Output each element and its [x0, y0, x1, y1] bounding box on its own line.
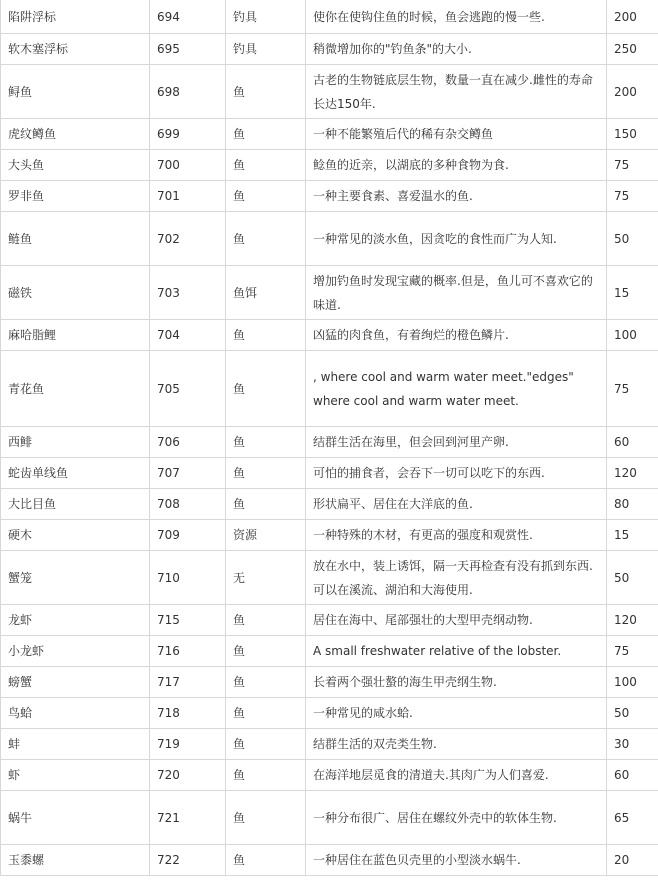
item-price: 75	[607, 181, 658, 212]
item-type: 无	[226, 551, 306, 605]
item-type: 鱼	[226, 605, 306, 636]
item-type: 鱼	[226, 212, 306, 266]
item-price: 50	[607, 551, 658, 605]
item-description: 古老的生物链底层生物，数量一直在减少.雌性的寿命长达150年.	[306, 65, 607, 119]
item-name: 蟹笼	[1, 551, 150, 605]
item-name: 硬木	[1, 520, 150, 551]
item-type: 鱼	[226, 320, 306, 351]
item-name: 玉黍螺	[1, 845, 150, 876]
item-price: 200	[607, 65, 658, 119]
item-price: 75	[607, 636, 658, 667]
table-row	[1, 181, 658, 212]
item-price: 75	[607, 150, 658, 181]
item-description: 结群生活在海里，但会回到河里产卵.	[306, 427, 607, 458]
item-description: 放在水中，装上诱饵，隔一天再检查有没有抓到东西.可以在溪流、湖泊和大海使用.	[306, 551, 607, 605]
item-type: 鱼	[226, 489, 306, 520]
item-description: 一种分布很广、居住在螺纹外壳中的软体生物.	[306, 791, 607, 845]
item-name: 罗非鱼	[1, 181, 150, 212]
table-row	[1, 729, 658, 760]
item-type: 鱼	[226, 351, 306, 427]
item-type: 鱼	[226, 65, 306, 119]
item-type: 鱼	[226, 636, 306, 667]
item-id: 695	[150, 34, 226, 65]
items-table-body	[1, 0, 658, 876]
item-price: 20	[607, 845, 658, 876]
table-row	[1, 698, 658, 729]
table-row	[1, 760, 658, 791]
item-name: 蜗牛	[1, 791, 150, 845]
item-name: 螃蟹	[1, 667, 150, 698]
table-row	[1, 520, 658, 551]
table-row	[1, 212, 658, 266]
item-description: 一种主要食素、喜爱温水的鱼.	[306, 181, 607, 212]
item-price: 150	[607, 119, 658, 150]
item-id: 699	[150, 119, 226, 150]
table-row	[1, 551, 658, 605]
item-type: 鱼饵	[226, 266, 306, 320]
item-name: 鲟鱼	[1, 65, 150, 119]
item-type: 鱼	[226, 667, 306, 698]
item-id: 715	[150, 605, 226, 636]
item-name: 龙虾	[1, 605, 150, 636]
item-description: 一种常见的咸水蛤.	[306, 698, 607, 729]
item-name: 鲢鱼	[1, 212, 150, 266]
item-description: 使你在使钩住鱼的时候，鱼会逃跑的慢一些.	[306, 0, 607, 34]
item-id: 705	[150, 351, 226, 427]
item-type: 资源	[226, 520, 306, 551]
table-row	[1, 636, 658, 667]
item-price: 100	[607, 320, 658, 351]
item-type: 鱼	[226, 181, 306, 212]
item-description: A small freshwater relative of the lobster.	[306, 636, 607, 667]
item-id: 722	[150, 845, 226, 876]
item-id: 706	[150, 427, 226, 458]
item-type: 鱼	[226, 458, 306, 489]
item-name: 蛇齿单线鱼	[1, 458, 150, 489]
table-row	[1, 791, 658, 845]
item-id: 717	[150, 667, 226, 698]
item-price: 100	[607, 667, 658, 698]
item-price: 120	[607, 458, 658, 489]
item-id: 708	[150, 489, 226, 520]
item-description: 居住在海中、尾部强壮的大型甲壳纲动物.	[306, 605, 607, 636]
item-id: 720	[150, 760, 226, 791]
item-id: 709	[150, 520, 226, 551]
table-row	[1, 667, 658, 698]
item-price: 80	[607, 489, 658, 520]
item-type: 鱼	[226, 729, 306, 760]
item-type: 鱼	[226, 150, 306, 181]
item-name: 陷阱浮标	[1, 0, 150, 34]
item-description: 鲶鱼的近亲，以湖底的多种食物为食.	[306, 150, 607, 181]
item-price: 60	[607, 427, 658, 458]
item-name: 软木塞浮标	[1, 34, 150, 65]
item-name: 大头鱼	[1, 150, 150, 181]
item-type: 鱼	[226, 427, 306, 458]
table-row	[1, 845, 658, 876]
item-name: 磁铁	[1, 266, 150, 320]
table-row	[1, 458, 658, 489]
item-description: 结群生活的双壳类生物.	[306, 729, 607, 760]
item-name: 虎纹鳟鱼	[1, 119, 150, 150]
item-description: 凶猛的肉食鱼，有着绚烂的橙色鳞片.	[306, 320, 607, 351]
item-id: 718	[150, 698, 226, 729]
item-type: 钓具	[226, 34, 306, 65]
item-description: 增加钓鱼时发现宝藏的概率.但是，鱼儿可不喜欢它的味道.	[306, 266, 607, 320]
table-row	[1, 605, 658, 636]
item-id: 716	[150, 636, 226, 667]
item-name: 西鲱	[1, 427, 150, 458]
table-row	[1, 351, 658, 427]
item-name: 大比目鱼	[1, 489, 150, 520]
item-price: 65	[607, 791, 658, 845]
item-name: 麻哈脂鲤	[1, 320, 150, 351]
item-description: 长着两个强壮螯的海生甲壳纲生物.	[306, 667, 607, 698]
item-name: 虾	[1, 760, 150, 791]
item-id: 702	[150, 212, 226, 266]
item-description: , where cool and warm water meet."edges" where cool and warm water meet.	[306, 351, 607, 427]
item-price: 60	[607, 760, 658, 791]
table-row	[1, 320, 658, 351]
item-description: 形状扁平、居住在大洋底的鱼.	[306, 489, 607, 520]
item-description: 一种特殊的木材，有更高的强度和观赏性.	[306, 520, 607, 551]
item-price: 75	[607, 351, 658, 427]
item-description: 稍微增加你的"钓鱼条"的大小.	[306, 34, 607, 65]
item-description: 一种居住在蓝色贝壳里的小型淡水蜗牛.	[306, 845, 607, 876]
item-price: 15	[607, 266, 658, 320]
item-id: 721	[150, 791, 226, 845]
item-name: 青花鱼	[1, 351, 150, 427]
item-type: 钓具	[226, 0, 306, 34]
item-id: 701	[150, 181, 226, 212]
item-description: 一种不能繁殖后代的稀有杂交鳟鱼	[306, 119, 607, 150]
item-description: 在海洋地层觅食的清道夫.其肉广为人们喜爱.	[306, 760, 607, 791]
table-row	[1, 427, 658, 458]
table-row	[1, 0, 658, 34]
item-price: 200	[607, 0, 658, 34]
item-id: 719	[150, 729, 226, 760]
item-id: 707	[150, 458, 226, 489]
item-name: 鸟蛤	[1, 698, 150, 729]
item-type: 鱼	[226, 119, 306, 150]
item-price: 50	[607, 212, 658, 266]
item-name: 小龙虾	[1, 636, 150, 667]
table-row	[1, 119, 658, 150]
item-description: 可怕的捕食者，会吞下一切可以吃下的东西.	[306, 458, 607, 489]
item-price: 15	[607, 520, 658, 551]
item-id: 698	[150, 65, 226, 119]
item-id: 710	[150, 551, 226, 605]
item-id: 704	[150, 320, 226, 351]
item-price: 30	[607, 729, 658, 760]
item-id: 703	[150, 266, 226, 320]
item-type: 鱼	[226, 791, 306, 845]
item-id: 694	[150, 0, 226, 34]
table-row	[1, 65, 658, 119]
table-row	[1, 489, 658, 520]
item-type: 鱼	[226, 760, 306, 791]
item-id: 700	[150, 150, 226, 181]
item-description: 一种常见的淡水鱼，因贪吃的食性而广为人知.	[306, 212, 607, 266]
item-price: 50	[607, 698, 658, 729]
item-price: 120	[607, 605, 658, 636]
table-row	[1, 150, 658, 181]
item-type: 鱼	[226, 845, 306, 876]
item-name: 蚌	[1, 729, 150, 760]
table-row	[1, 266, 658, 320]
item-type: 鱼	[226, 698, 306, 729]
item-price: 250	[607, 34, 658, 65]
table-row	[1, 34, 658, 65]
